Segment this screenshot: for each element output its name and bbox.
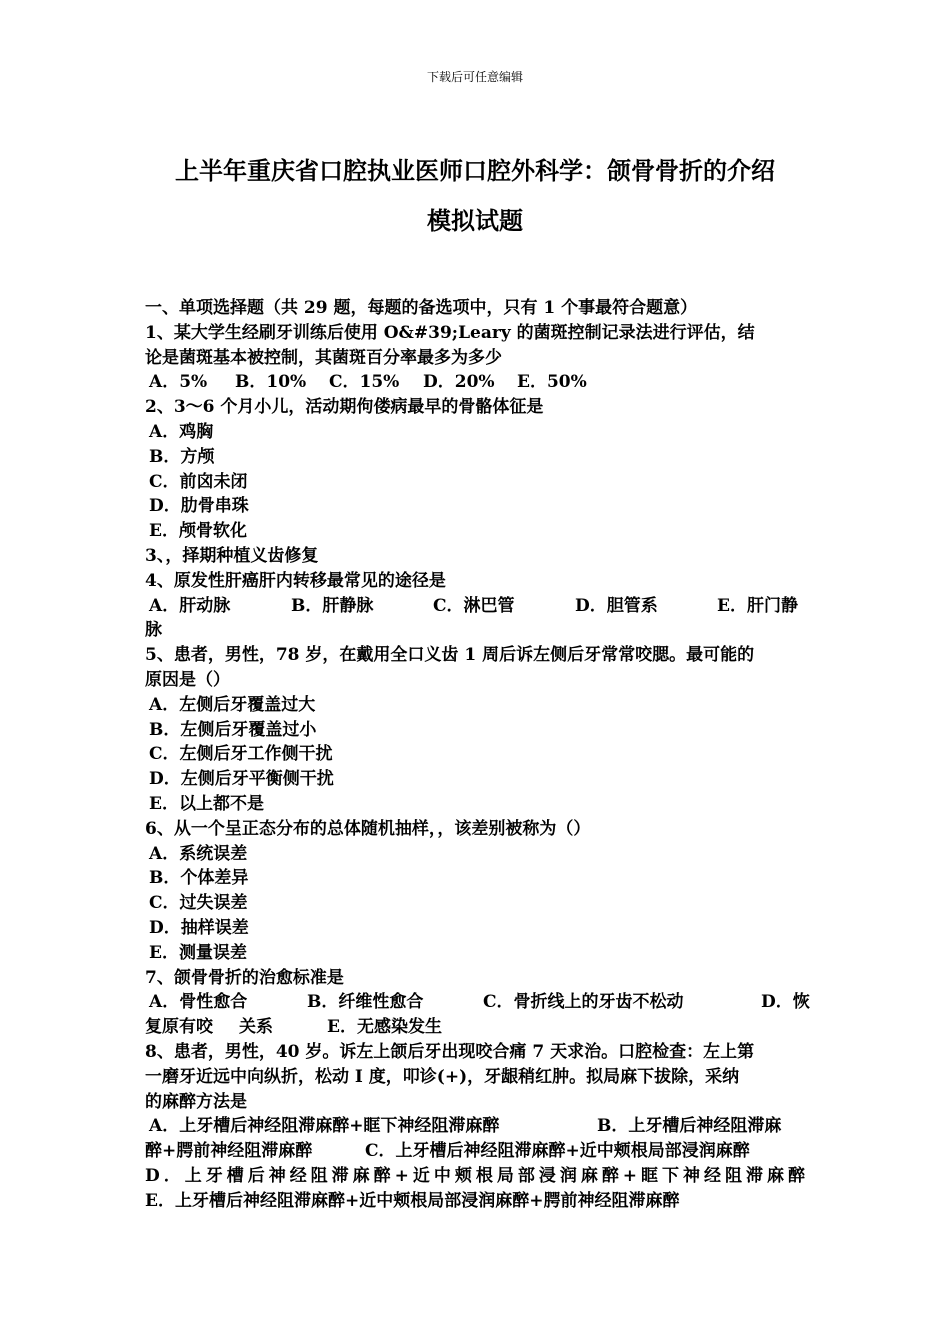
option: A．上牙槽后神经阻滞麻醉+眶下神经阻滞麻醉 <box>149 1116 500 1137</box>
option: B．纤维性愈合 <box>307 992 424 1013</box>
option: D．胆管系 <box>575 595 658 616</box>
question-8-stem-line-1: 8、患者，男性，40 岁。诉左上颌后牙出现咬合痛 7 天求治。口腔检查：左上第 <box>145 1041 755 1062</box>
question-5-stem-line-2: 原因是（） <box>145 669 230 690</box>
option: C．过失误差 <box>149 893 248 914</box>
question-4-stem: 4、原发性肝癌肝内转移最常见的途径是 <box>145 570 446 591</box>
question-2-stem: 2、3～6 个月小儿，活动期佝偻病最早的骨骼体征是 <box>145 397 544 418</box>
header-note: 下载后可任意编辑 <box>426 70 523 84</box>
option: A．骨性愈合 <box>149 992 248 1013</box>
question-7-stem: 7、颌骨骨折的治愈标准是 <box>145 967 344 988</box>
option: B．方颅 <box>149 446 215 467</box>
option: C．淋巴管 <box>433 595 515 616</box>
question-5-stem-line-1: 5、患者，男性，78 岁，在戴用全口义齿 1 周后诉左侧后牙常常咬腮。最可能的 <box>145 645 755 666</box>
question-list <box>145 296 810 1213</box>
option: B．个体差异 <box>149 868 249 889</box>
question-4-option-wrap: 脉 <box>145 620 162 641</box>
option: C．左侧后牙工作侧干扰 <box>149 744 333 765</box>
question-1-stem-line-2: 论是菌斑基本被控制，其菌斑百分率最多为多少 <box>145 347 502 368</box>
option: D．上牙槽后神经阻滞麻醉+近中颊根局部浸润麻醉+眶下神经阻滞麻醉 <box>145 1165 805 1186</box>
option: E．50% <box>517 372 587 393</box>
section-heading: 一、单项选择题（共 29 题，每题的备选项中，只有 1 个事最符合题意） <box>145 298 698 318</box>
option: A．系统误差 <box>149 843 248 864</box>
option: E．以上都不是 <box>149 793 264 814</box>
option: A．肝动脉 <box>149 595 231 616</box>
question-8-options-line-1 <box>145 1114 805 1139</box>
question-8-options-line-2 <box>145 1139 805 1164</box>
option: D．肋骨串珠 <box>149 496 249 517</box>
option: B．上牙槽后神经阻滞麻 <box>597 1116 782 1137</box>
option: A．鸡胸 <box>149 421 214 442</box>
option: E．测量误差 <box>149 942 247 963</box>
option: A．5% <box>149 372 208 393</box>
question-1-options <box>145 370 805 395</box>
question-6-stem: 6、从一个呈正态分布的总体随机抽样，，该差别被称为（） <box>145 818 591 839</box>
document-title <box>145 146 805 246</box>
option: E．无感染发生 <box>327 1017 442 1038</box>
option: C．15% <box>329 372 400 393</box>
option: E．上牙槽后神经阻滞麻醉+近中颊根局部浸润麻醉+腭前神经阻滞麻醉 <box>145 1190 680 1211</box>
question-4-options <box>145 594 805 619</box>
option-fragment: 复原有咬 <box>145 1017 213 1038</box>
question-8-stem-line-3: 的麻醉方法是 <box>145 1091 247 1112</box>
option: D．左侧后牙平衡侧干扰 <box>149 769 334 790</box>
question-7-options-line-2 <box>145 1015 805 1040</box>
option: D．抽样误差 <box>149 917 249 938</box>
option: B．10% <box>235 372 307 393</box>
option: C．前囟未闭 <box>149 471 248 492</box>
option: E．肝门静 <box>717 595 798 616</box>
question-7-options-line-1 <box>145 990 810 1015</box>
option: D．20% <box>423 372 495 393</box>
option: E．颅骨软化 <box>149 521 247 542</box>
option: C．骨折线上的牙齿不松动 <box>483 992 684 1013</box>
title-line-2: 模拟试题 <box>427 206 523 235</box>
option: C．上牙槽后神经阻滞麻醉+近中颊根局部浸润麻醉 <box>365 1141 750 1162</box>
question-3-stem: 3、，择期种植义齿修复 <box>145 545 319 566</box>
option-fragment: 醉+腭前神经阻滞麻醉 <box>145 1141 313 1162</box>
option: A．左侧后牙覆盖过大 <box>149 694 316 715</box>
question-1-stem-line-1: 1、某大学生经刷牙训练后使用 O&#39;Leary 的菌斑控制记录法进行评估，结 <box>145 322 755 343</box>
option: D．恢 <box>761 992 810 1013</box>
title-line-1: 上半年重庆省口腔执业医师口腔外科学：颌骨骨折的介绍 <box>175 156 775 185</box>
option: B．肝静脉 <box>291 595 374 616</box>
option: B．左侧后牙覆盖过小 <box>149 719 317 740</box>
question-8-stem-line-2: 一磨牙近远中向纵折，松动 I 度，叩诊(+)，牙龈稍红肿。拟局麻下拔除，采纳 <box>145 1066 740 1087</box>
option-fragment: 关系 <box>239 1017 273 1038</box>
